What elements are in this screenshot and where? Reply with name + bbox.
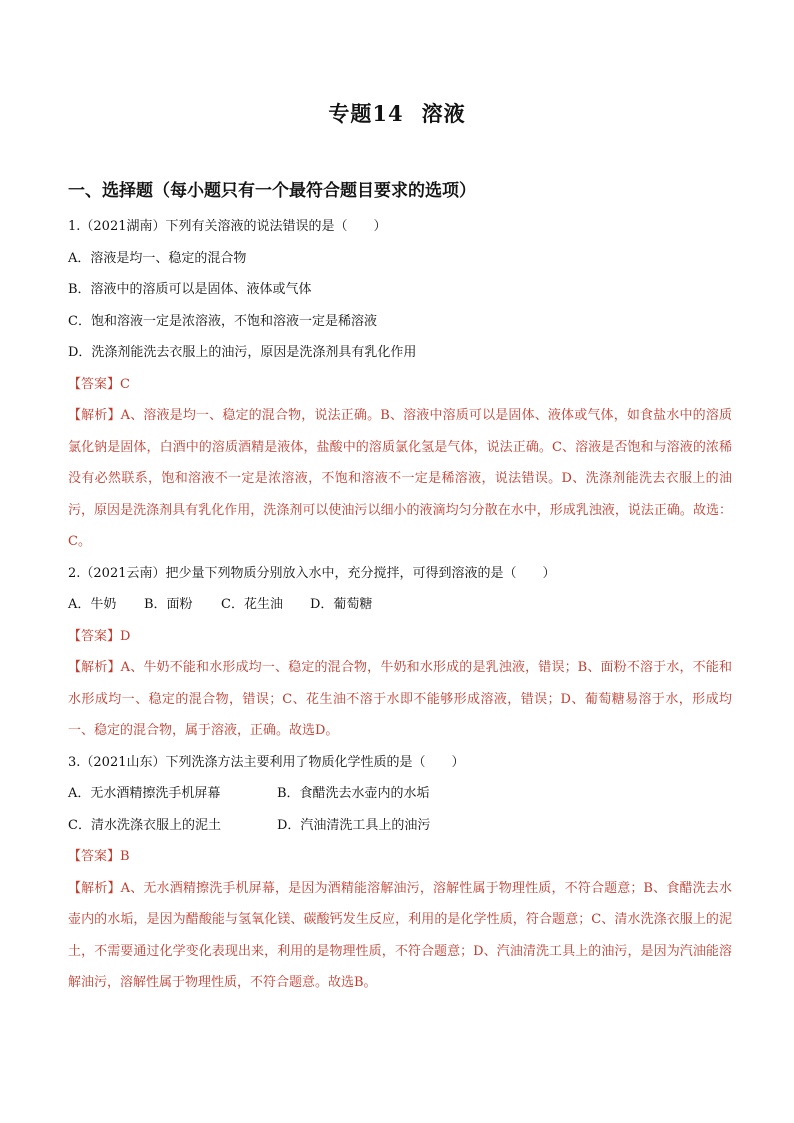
analysis-text: A、溶液是均一、稳定的混合物，说法正确。B、溶液中溶质可以是固体、液体或气体，如食盐水中的溶质氯化钠是固体，白酒中的溶质酒精是液体，盐酸中的溶质氯化氢是气体，说法正确。C、溶液是否饱和与溶液的浓稀没有必然联系，饱和溶液不一定是浓溶液，不饱和溶液不一定是稀溶液，说法错误。D、洗涤剂能洗去衣服上的油污，原因是洗涤剂具有乳化作用，洗涤剂可以使油污以细小的液滴均匀分散在水中，形成乳浊液，说法正确。故选：C。: [68, 408, 732, 549]
title-topic: 专题14: [328, 101, 404, 126]
analysis-text: A、牛奶不能和水形成均一、稳定的混合物，牛奶和水形成的是乳浊液，错误；B、面粉不溶于水，不能和水形成均一、稳定的混合物，错误；C、花生油不溶于水即不能够形成溶液，错误；D、葡萄糖易溶于水，形成均一、稳定的混合物，属于溶液，正确。故选D。: [68, 660, 732, 738]
option-a: A．溶液是均一、稳定的混合物: [68, 250, 247, 266]
answer-tag: 【答案】: [68, 376, 121, 392]
analysis-text: A、无水酒精擦洗手机屏幕，是因为酒精能溶解油污，溶解性属于物理性质，不符合题意；B、食醋洗去水壶内的水垢，是因为醋酸能与氢氧化镁、碳酸钙发生反应，利用的是化学性质，符合题意；C、清水洗涤衣服上的泥土，不需要通过化学变化表现出来，利用的是物理性质，不符合题意；D、汽油清洗工具上的油污，是因为汽油能溶解油污，溶解性属于物理性质，不符合题意。故选B。: [68, 880, 732, 990]
option-b: B．食醋洗去水壶内的水垢: [277, 786, 430, 801]
question-1: [68, 216, 732, 558]
option-a: A．牛奶: [68, 597, 117, 612]
option-c: C．饱和溶液一定是浓溶液，不饱和溶液一定是稀溶液: [68, 313, 377, 329]
answer: [68, 846, 732, 867]
analysis: [68, 873, 732, 999]
section-heading: 一、选择题（每小题只有一个最符合题目要求的选项）: [68, 181, 476, 201]
answer-value: C: [120, 376, 130, 392]
option-row: [68, 783, 732, 804]
question-stem: 1.（2021湖南）下列有关溶液的说法错误的是（ ）: [68, 219, 387, 234]
question-2: [68, 563, 732, 747]
option-a: A．无水酒精擦洗手机屏幕: [68, 786, 221, 801]
analysis-tag: 【解析】: [68, 880, 121, 896]
option-d: D．葡萄糖: [310, 597, 373, 612]
answer: [68, 626, 732, 647]
option-b: B．面粉: [144, 597, 193, 612]
answer-tag: 【答案】: [68, 849, 121, 864]
analysis-tag: 【解析】: [68, 408, 121, 423]
answer: [68, 374, 732, 395]
option-d: D．汽油清洗工具上的油污: [277, 817, 431, 833]
option-c: C．清水洗涤衣服上的泥土: [68, 817, 221, 833]
answer-tag: 【答案】: [68, 628, 121, 644]
option-c: C．花生油: [221, 597, 283, 612]
analysis: [68, 652, 732, 747]
analysis-tag: 【解析】: [68, 660, 121, 675]
question-3: [68, 752, 732, 999]
question-list: [68, 216, 732, 1004]
page-title: [0, 98, 794, 128]
answer-value: D: [120, 628, 131, 644]
question-stem: 2.（2021云南）把少量下列物质分别放入水中，充分搅拌，可得到溶液的是（ ）: [68, 565, 556, 581]
answer-value: B: [120, 849, 130, 864]
analysis: [68, 400, 732, 558]
question-stem: 3.（2021山东）下列洗涤方法主要利用了物质化学性质的是（ ）: [68, 754, 465, 770]
option-row: [68, 594, 732, 615]
option-b: B．溶液中的溶质可以是固体、液体或气体: [68, 282, 312, 297]
title-name: 溶液: [421, 101, 466, 126]
option-d: D．洗涤剂能洗去衣服上的油污，原因是洗涤剂具有乳化作用: [68, 345, 417, 360]
option-row: [68, 815, 732, 836]
